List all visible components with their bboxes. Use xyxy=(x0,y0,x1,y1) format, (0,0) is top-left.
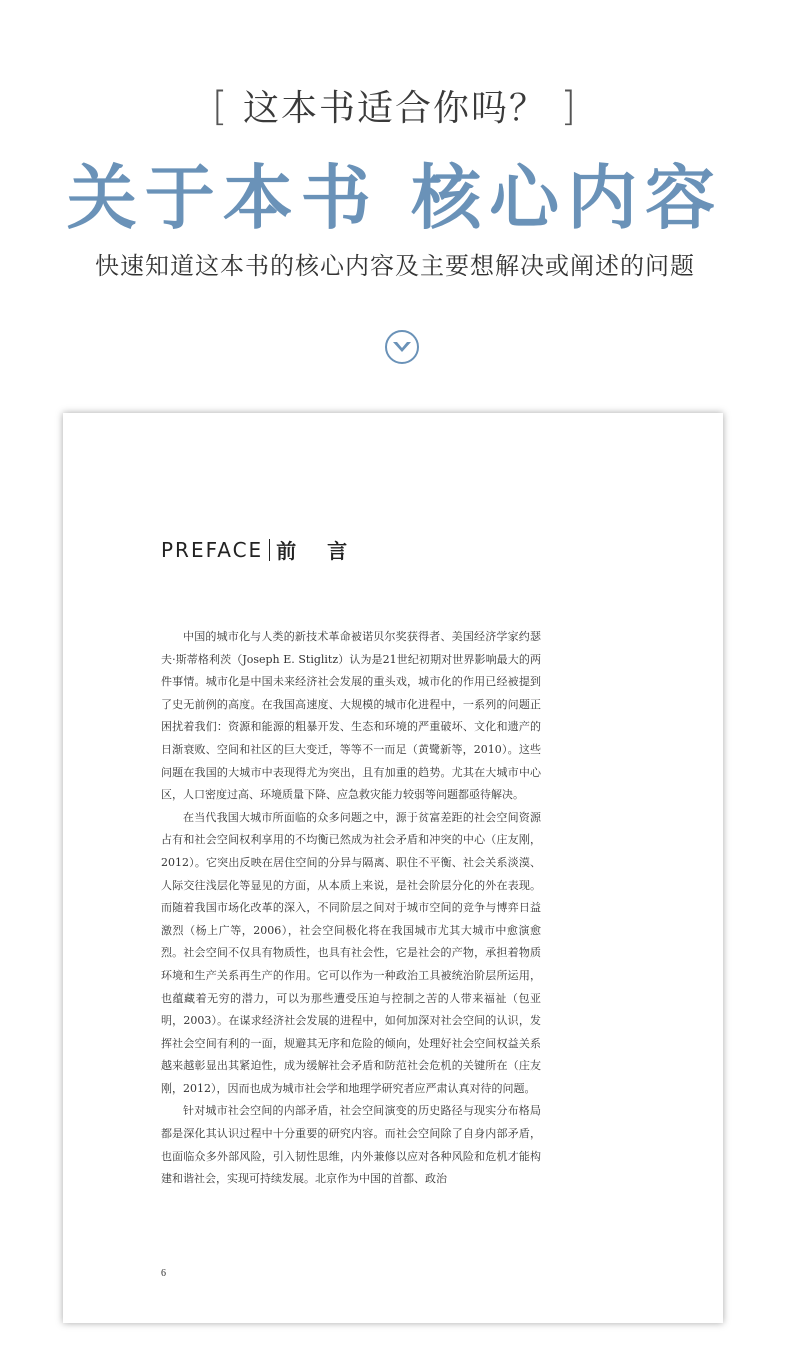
section-question xyxy=(0,80,790,131)
preface-label-zh: 前 言 xyxy=(276,539,360,563)
page-subtitle: 快速知道这本书的核心内容及主要想解决或阐述的问题 xyxy=(95,252,695,280)
chevron-down-circle-icon xyxy=(385,330,419,364)
preface-label-en: PREFACE xyxy=(161,537,264,562)
paragraph: 在当代我国大城市所面临的众多问题之中，源于贫富差距的社会空间资源占有和社会空间权利享用的不均衡已然成为社会矛盾和冲突的中心（庄友刚，2012）。它突出反映在居住空间的分异与隔离、职住不平衡、社会关系淡漠、人际交往浅层化等显见的方面，从本质上来说，是社会阶层分化的外在表现。而随着我国市场化改革的深入，不同阶层之间对于城市空间的竞争与博弈日益激烈（杨上广等，2006），社会空间极化将在我国城市尤其大城市中愈演愈烈。社会空间不仅具有物质性，也具有社会性，它是社会的产物，承担着物质环境和生产关系再生产的作用。它可以作为一种政治工具被统治阶层所运用，也蕴藏着无穷的潜力，可以为那些遭受压迫与控制之苦的人带来福祉（包亚明，2003）。在谋求经济社会发展的进程中，如何加深对社会空间的认识，发挥社会空间有利的一面，规避其无序和危险的倾向，处理好社会空间权益关系越来越彰显出其紧迫性，成为缓解社会矛盾和防范社会危机的关键所在（庄友刚，2012），因而也成为城市社会学和地理学研究者应严肃认真对待的问题。 xyxy=(161,810,541,1095)
preface-heading xyxy=(161,535,359,564)
bracket-close: ] xyxy=(560,84,579,130)
question-text: 这本书适合你吗？ xyxy=(242,88,547,129)
page-title: 关于本书 核心内容 xyxy=(66,156,724,239)
paragraph: 针对城市社会空间的内部矛盾，社会空间演变的历史路径与现实分布格局都是深化其认识过程中十分重要的研究内容。而社会空间除了自身内部矛盾，也面临众多外部风险，引入韧性思维，内外兼修以应对各种风险和危机才能构建和谐社会，实现可持续发展。北京作为中国的首都、政治 xyxy=(161,1104,541,1186)
page-number: 6 xyxy=(161,1268,166,1279)
bracket-open: [ xyxy=(211,84,230,130)
book-page xyxy=(63,413,723,1323)
heading-divider xyxy=(269,539,270,561)
preface-body xyxy=(161,626,541,1191)
paragraph: 中国的城市化与人类的新技术革命被诺贝尔奖获得者、美国经济学家约瑟夫·斯蒂格利茨（Joseph E. Stiglitz）认为是21世纪初期对世界影响最大的两件事情。城市化是中国未来经济社会发展的重头戏，城市化的作用已经被提到了史无前例的高度。在我国高速度、大规模的城市化进程中，一系列的问题正困扰着我们：资源和能源的粗暴开发、生态和环境的严重破坏、文化和遗产的日渐衰败、空间和社区的巨大变迁，等等不一而足（黄鹭新等，2010）。这些问题在我国的大城市中表现得尤为突出，且有加重的趋势。尤其在大城市中心区，人口密度过高、环境质量下降、应急救灾能力较弱等问题都亟待解决。 xyxy=(161,630,541,802)
